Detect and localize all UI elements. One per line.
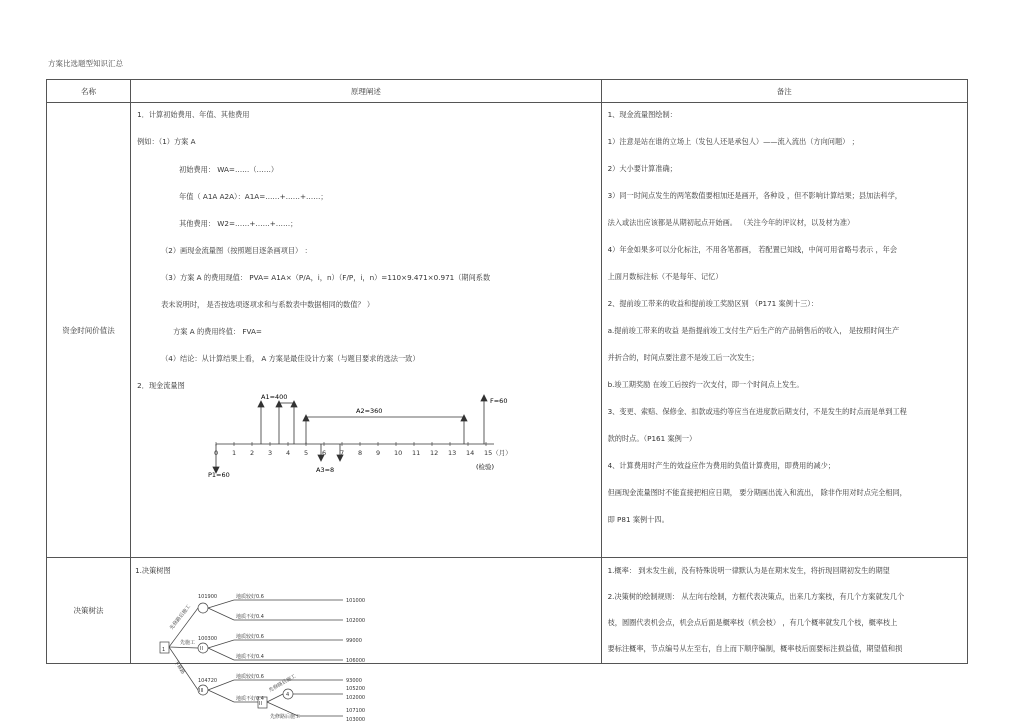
remark-line: 并折合的，时间点要注意不是竣工后一次发生； (607, 353, 759, 362)
principle-line: 例如：（1）方案 A (137, 137, 196, 146)
remark-line: 1.概率： 到未发生前，没有特殊说明一律默认为是在期末发生，将折现回期初发生的期望 (607, 566, 890, 575)
header-principle: 原理阐述 (131, 80, 602, 103)
remark-line: 法入或法出应该都是从期初起点开始画。 （关注今年的评议材，以及材为准） (607, 218, 855, 227)
node-label: II (259, 701, 262, 707)
principle-line: 方案 A 的费用终值： FVA= (173, 327, 262, 336)
tick-label: 11 (412, 449, 421, 457)
cashflow-diagram (206, 383, 526, 478)
end-value: 102000 (346, 695, 366, 701)
tick-label: 10 (394, 449, 403, 457)
remark-line: 即 P81 案例十四。 (607, 515, 669, 524)
tick-label: 9 (376, 449, 381, 457)
tick-label: 0 (214, 449, 219, 457)
branch-label: 地质较好0.6 (236, 674, 264, 680)
end-value: 102000 (346, 618, 366, 624)
tick-label: 14 (466, 449, 475, 457)
header-name: 名称 (47, 80, 131, 103)
summary-table (46, 79, 968, 664)
remark-line: 3、变更、索赔、保修金、扣款或违约等应当在进度款后期支付，不是发生的时点而是单到工程 (607, 407, 907, 416)
principle-line: （2）画现金流量图（按照题目逐条画项目） ： (161, 246, 312, 255)
principle-line: 初始费用： WA=……（……） (179, 165, 279, 174)
principle-line: （3）方案 A 的费用现值： PVA= A1A×（P/A，i，n）（F/P，i，n）=110×9.471×0.971（期间系数 (161, 273, 491, 282)
tick-label: 1 (232, 449, 237, 457)
branch-label: 地质较好0.6 (236, 594, 264, 600)
end-value: 105200 (346, 686, 366, 692)
tick-label: 3 (268, 449, 273, 457)
choice-label: 不修路 (172, 659, 186, 676)
label-tail: (检验) (476, 463, 495, 471)
branch-label: 地质不好0.4 (236, 654, 264, 660)
principle-line: 2．现金流量图 (137, 381, 185, 390)
remark-line: 4）年金如果多可以分化标注，不用各笔都画， 若配置已知线，中间可用省略号表示 ，年会 (607, 245, 898, 254)
decision-tree-diagram (158, 590, 368, 724)
remarks-cell (601, 558, 967, 664)
remark-line: 但画现金流量图时不能直接把相应日期， 要分期画出流入和流出， 除非作用对时点完全相同， (607, 488, 907, 497)
remark-line: 3）同一时间点发生的两笔数值要相加还是画开，各种设 ，但不影响计算结果；县加法科学， (607, 191, 902, 200)
principle-line: 1.决策树图 (135, 566, 171, 575)
remark-line: 款的时点。（P161 案例一） (607, 434, 697, 443)
node-label: III (199, 688, 204, 694)
remark-line: 上面月数标注标（不是每年、记忆） (607, 272, 723, 281)
label-a2: A2=360 (356, 407, 383, 415)
document-title: 方案比选题型知识汇总 (48, 59, 123, 68)
tick-label: 2 (250, 449, 255, 457)
remark-line: 2.决策树的绘制规则： 从左向右绘制，方框代表决策点，出来几方案枝，有几个方案就发几个 (607, 592, 905, 601)
remark-line: 2）大小要计算准确； (607, 164, 677, 173)
node-label: 1 (162, 647, 166, 653)
branch-label: 地质较好0.6 (236, 634, 264, 640)
principle-line: 表未说明时， 是否按选项逐项求和与系数表中数据相同的数值？ ） (161, 300, 375, 309)
label-a3: A3=8 (316, 466, 335, 474)
remarks-cell (601, 103, 967, 558)
node-label: II (200, 646, 203, 652)
end-value: 99000 (346, 638, 362, 644)
remark-line: 2、提前竣工带来的收益和提前竣工奖励区别 （P171 案例十三）： (607, 299, 819, 308)
row-name: 决策树法 (47, 558, 131, 664)
label-a1: A1=400 (261, 393, 288, 401)
remark-line: 4、计算费用时产生的效益应作为费用的负值计算费用，即费用的减少； (607, 461, 835, 470)
remark-line: a.提前竣工带来的收益 是指提前竣工支付生产后生产的产品销售后的收入， 是按照时间生产 (607, 326, 900, 335)
principle-cell (131, 103, 602, 558)
row-name: 资金时间价值法 (47, 103, 131, 558)
remark-line: 1）注意是站在谁的立场上（发包人还是承包人）——流入流出（方向问题） ； (607, 137, 859, 146)
end-value: 107100 (346, 708, 366, 714)
end-value: 106000 (346, 658, 366, 664)
choice-label: 先修路后施工 (268, 673, 297, 694)
tick-label: 12 (430, 449, 439, 457)
tick-label: 4 (286, 449, 291, 457)
table-header-row (47, 80, 968, 103)
node-label: 4 (286, 692, 290, 698)
tick-label: 13 (448, 449, 457, 457)
branch-label: 地质不好0.4 (236, 696, 264, 702)
end-value: 103000 (346, 717, 366, 723)
tick-label: 8 (358, 449, 363, 457)
choice-label: 先修路后施工 (270, 714, 301, 720)
choice-label: 先施工 (180, 640, 196, 646)
end-value: 101000 (346, 598, 366, 604)
remark-line: 枝，圆圈代表机会点，机会点后面是概率枝（机会枝） ，有几个概率就发几个枝，概率枝上 (607, 618, 898, 627)
principle-line: 其他费用： W2=……+……+……； (179, 219, 298, 228)
tick-label: 15（月） (484, 449, 512, 457)
remark-line: 1、现金流量图绘制： (607, 110, 677, 119)
label-f: F=60 (490, 397, 508, 405)
principle-line: （4）结论：从计算结果上看， A 方案是最佳设计方案（与题目要求的选法一致） (161, 354, 420, 363)
principle-line: 1．计算初始费用、年值、其他费用 (137, 110, 250, 119)
end-value: 93000 (346, 678, 362, 684)
node-value: 101900 (198, 594, 218, 600)
principle-line: 年值（ A1A A2A）：A1A=……+……+……； (179, 192, 328, 201)
node-value: 100300 (198, 636, 218, 642)
tick-label: 6 (322, 449, 327, 457)
table-row (47, 103, 968, 558)
node-value: 104720 (198, 678, 218, 684)
tick-label: 5 (304, 449, 309, 457)
label-p: P1=60 (208, 471, 230, 478)
tick-label: 7 (340, 449, 345, 457)
header-remarks: 备注 (601, 80, 967, 103)
choice-label: 先修路后施工 (168, 603, 193, 632)
branch-label: 地质不好0.4 (236, 614, 264, 620)
remark-line: b.竣工期奖励 在竣工后按约一次支付，即一个时间点上发生。 (607, 380, 804, 389)
remark-line: 要标注概率，节点编号从左至右，自上而下顺序编制，概率枝后面要标注损益值，期望值和损 (607, 644, 903, 653)
